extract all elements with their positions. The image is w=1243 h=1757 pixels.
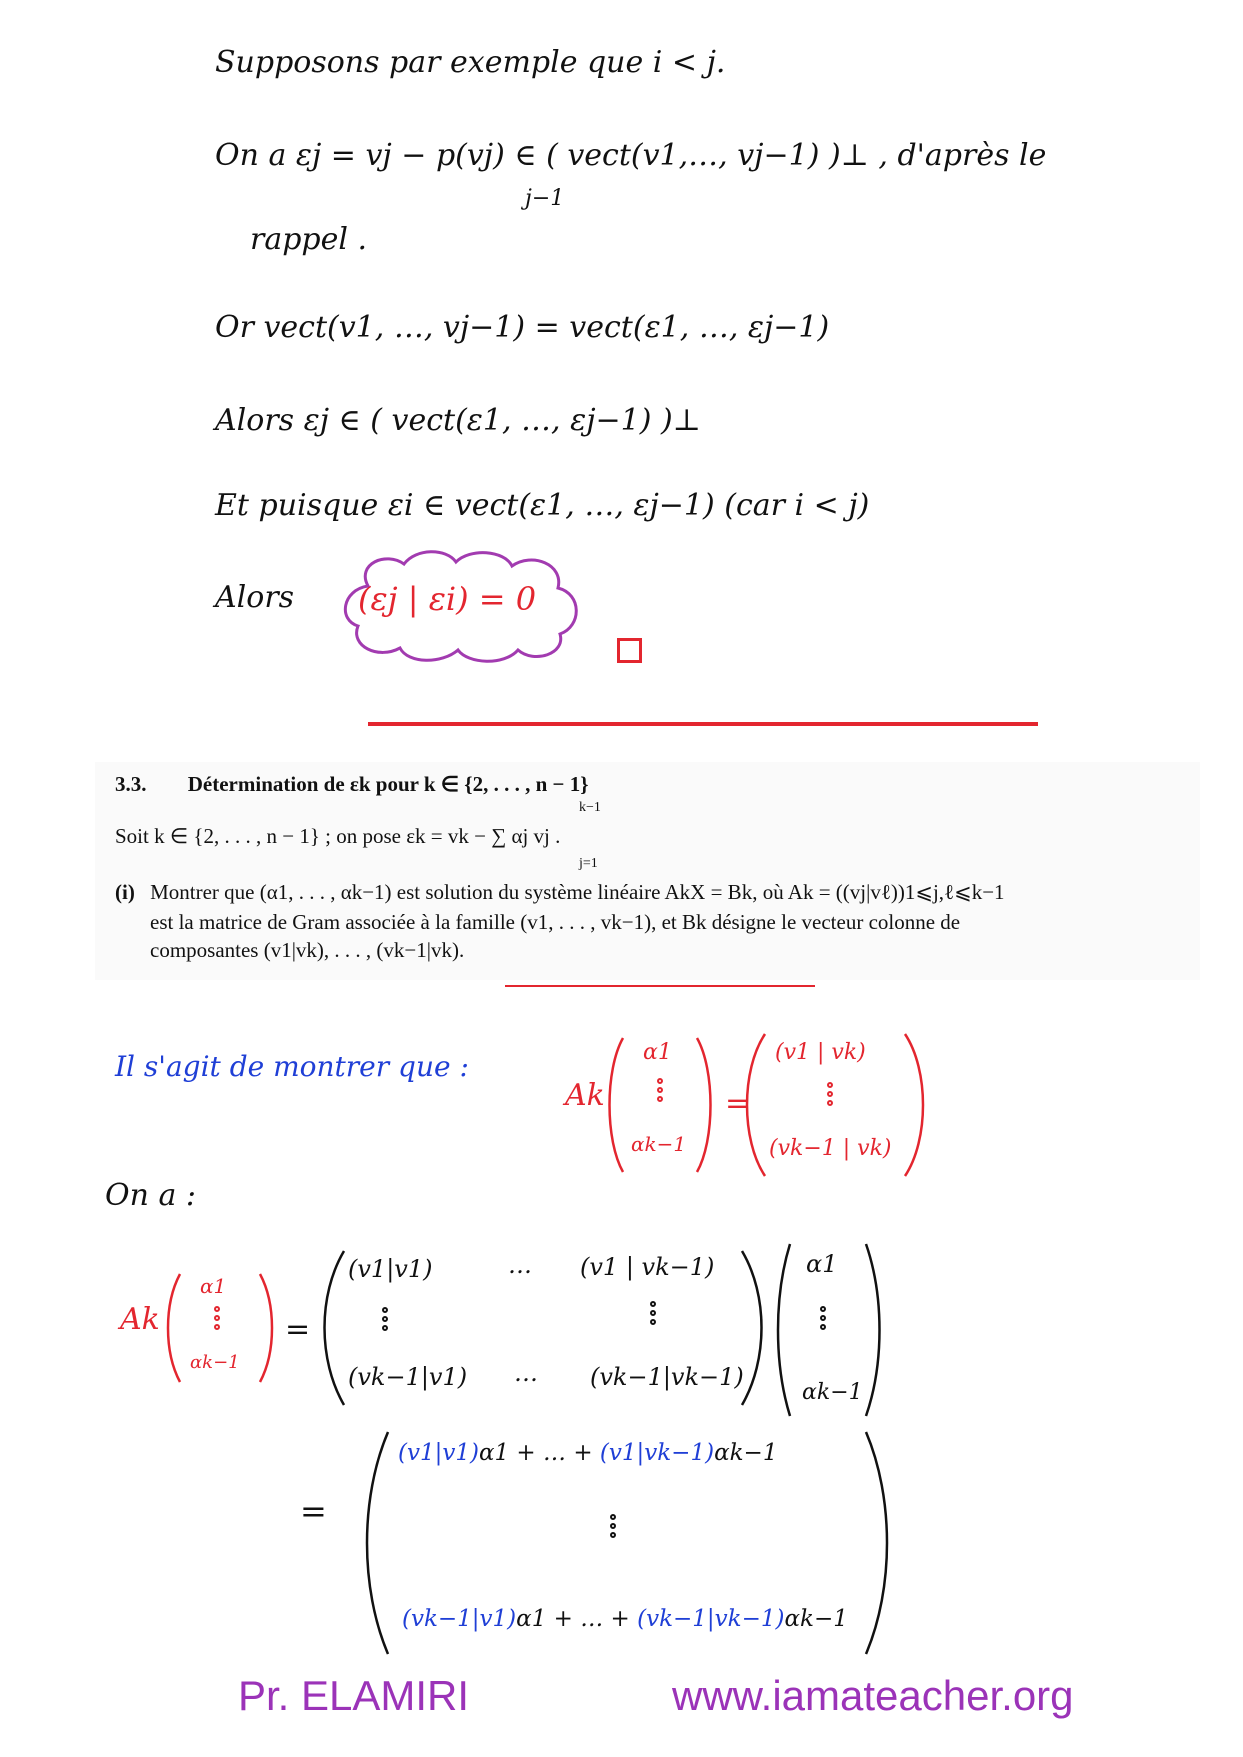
result-row1-gram-b: (v1|vk−1): [599, 1440, 715, 1466]
rhs-first: (v1 | vk): [775, 1040, 866, 1065]
footer-author: Pr. ELAMIRI: [238, 1672, 470, 1719]
lhs-alpha-first: α1: [200, 1274, 227, 1298]
result-rown-gram-b: (vk−1|vk−1): [637, 1606, 785, 1632]
gram-coln-vdots: [648, 1301, 658, 1328]
result-rown-mid: α1 + … +: [516, 1606, 638, 1632]
gram-matrix: [318, 1245, 768, 1410]
gram-col1-vdots: [380, 1307, 390, 1334]
result-rown-alpha: αk−1: [784, 1606, 848, 1632]
proof-line-on-a-subscript: j−1: [525, 186, 565, 211]
result-row1: [398, 1440, 777, 1466]
target-equation: [565, 1030, 925, 1180]
proof-line-rappel: rappel .: [250, 222, 368, 257]
section-title: Détermination de εk pour k ∈ {2, . . . , n − 1}: [187, 772, 589, 796]
proof-line-on-a: On a εj = vj − p(vj) ∈ ( vect(v1,…, vj−1) )⊥ , d'après le: [215, 138, 1047, 173]
equals-sign: =: [725, 1086, 751, 1121]
section-divider: [368, 722, 1038, 726]
result-rown: [402, 1606, 848, 1632]
proof-line-or: Or vect(v1, …, vj−1) = vect(ε1, …, εj−1): [215, 310, 830, 345]
alpha-col-first: α1: [806, 1250, 838, 1278]
lhs-alpha-vdots: [212, 1306, 222, 1333]
proof-line-et-puisque: Et puisque εi ∈ vect(ε1, …, εj−1) (car i < j): [215, 488, 870, 523]
equals-gram: =: [285, 1312, 311, 1347]
alpha-column: [770, 1240, 890, 1420]
footer-website[interactable]: www.iamateacher.org: [672, 1672, 1074, 1719]
alpha-col-vdots: [818, 1306, 828, 1333]
equals-result: =: [300, 1492, 327, 1530]
printed-exercise: [95, 762, 1200, 980]
section-number: 3.3.: [115, 772, 147, 796]
qed-square: [617, 638, 642, 663]
lhs-alpha-last: αk−1: [190, 1352, 240, 1373]
item-i-line1: [115, 880, 1005, 905]
gram-entry-n1: (vk−1|v1): [348, 1363, 468, 1391]
alpha-vdots: [655, 1078, 665, 1105]
proof-line-suppose: Supposons par exemple que i < j.: [215, 45, 726, 80]
rhs-last: (vk−1 | vk): [769, 1136, 892, 1161]
result-row1-alpha: αk−1: [714, 1440, 778, 1466]
result-vdots: [608, 1514, 618, 1541]
result-row1-mid: α1 + … +: [478, 1440, 600, 1466]
section-heading: [115, 772, 589, 797]
proof-line-alors-perp: Alors εj ∈ ( vect(ε1, …, εj−1) )⊥: [215, 403, 701, 438]
item-i-line3: composantes (v1|vk), . . . , (vk−1|vk).: [150, 938, 465, 962]
gram-row1-ellipsis: …: [508, 1251, 532, 1279]
item-i-line2: est la matrice de Gram associée à la famille (v1, . . . , vk−1), et Bk désigne le vecteur colonne de: [150, 910, 961, 934]
matrix-A-label: Ak: [565, 1078, 605, 1113]
gram-entry-1n: (v1 | vk−1): [580, 1253, 715, 1281]
printed-underline: [505, 985, 815, 987]
result-row1-gram-a: (v1|v1): [398, 1440, 479, 1466]
orthogonality-result: (εj | εi) = 0: [358, 580, 537, 618]
item-label: (i): [115, 880, 135, 904]
result-column: [358, 1428, 898, 1658]
rhs-vdots: [825, 1082, 835, 1109]
gram-entry-11: (v1|v1): [348, 1255, 433, 1283]
alpha-col-last: αk−1: [802, 1380, 863, 1405]
result-rown-gram-a: (vk−1|v1): [402, 1606, 517, 1632]
alpha-last: αk−1: [631, 1132, 687, 1156]
sum-lower-bound: j=1: [579, 856, 598, 871]
on-a-label: On a :: [105, 1178, 196, 1213]
lhs-A-label: Ak: [120, 1302, 160, 1337]
gram-entry-nn: (vk−1|vk−1): [590, 1363, 744, 1391]
sum-upper-bound: k−1: [579, 800, 601, 815]
alpha-first: α1: [643, 1040, 672, 1065]
soit-line: Soit k ∈ {2, . . . , n − 1} ; on pose εk = vk − ∑ αj vj .: [115, 824, 561, 848]
intro-text: Il s'agit de montrer que :: [115, 1050, 469, 1083]
item-text-1: Montrer que (α1, . . . , αk−1) est solution du système linéaire AkX = Bk, où Ak = ((vj|vℓ))1⩽j,ℓ⩽k−1: [150, 880, 1005, 904]
proof-line-alors-label: Alors: [215, 580, 295, 615]
gram-rown-ellipsis: …: [514, 1359, 538, 1387]
